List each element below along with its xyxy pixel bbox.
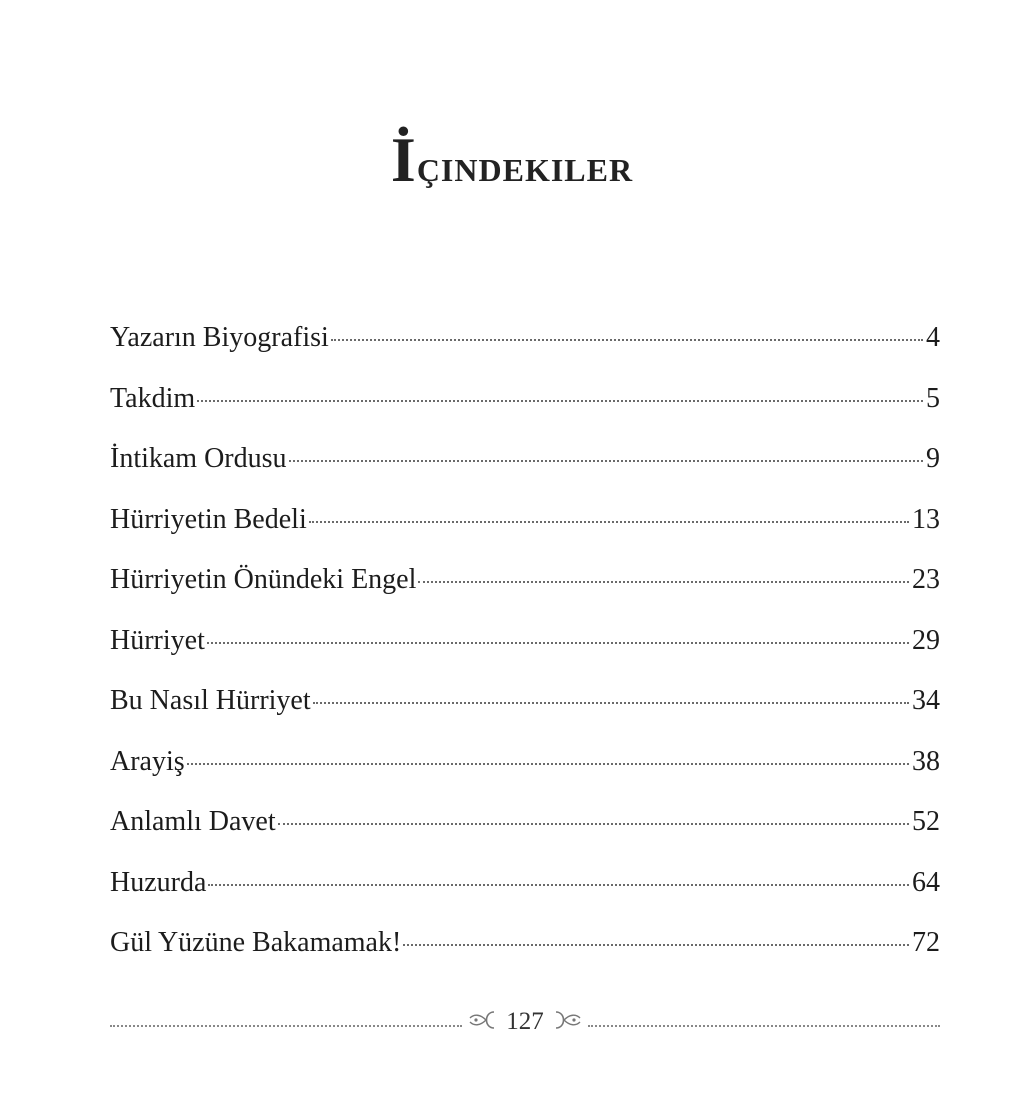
- toc-entry-title: Hürriyet: [110, 624, 205, 656]
- page-number: 127: [506, 1008, 544, 1035]
- toc-entry-page: 4: [926, 322, 940, 353]
- page-footer: [110, 1008, 940, 1036]
- dot-leader: [403, 944, 909, 946]
- toc-entry-title: Takdim: [110, 382, 196, 414]
- footer-rule-left: [110, 1025, 462, 1027]
- toc-entry-page: 52: [912, 806, 940, 837]
- toc-entry: [110, 625, 940, 686]
- toc-entry-title: Hürriyetin Önündeki Engel: [110, 564, 417, 595]
- title-initial: İ: [390, 123, 417, 195]
- toc-entry-page: 5: [926, 382, 940, 414]
- ornament-right-icon: [554, 1008, 584, 1036]
- toc-entry-title: Yazarın Biyografisi: [110, 322, 329, 353]
- toc-entry-page: 29: [912, 624, 940, 656]
- toc-entry-title: Anlamlı Davet: [110, 806, 276, 837]
- dot-leader: [197, 400, 923, 402]
- dot-leader: [289, 460, 923, 462]
- dot-leader: [207, 642, 909, 644]
- ornament-left-icon: [466, 1008, 496, 1036]
- table-of-contents: [110, 322, 940, 988]
- toc-entry: [110, 927, 940, 988]
- toc-entry-page: 23: [912, 564, 940, 595]
- footer-rule-right: [588, 1025, 940, 1027]
- toc-entry: [110, 685, 940, 746]
- dot-leader: [187, 763, 909, 765]
- page-title: [0, 123, 1024, 197]
- dot-leader: [208, 884, 909, 886]
- toc-entry: [110, 443, 940, 504]
- dot-leader: [331, 339, 923, 341]
- toc-entry: [110, 322, 940, 383]
- toc-entry: [110, 806, 940, 867]
- toc-entry: [110, 746, 940, 807]
- toc-entry: [110, 564, 940, 625]
- toc-entry: [110, 867, 940, 928]
- toc-entry-title: Bu Nasıl Hürriyet: [110, 685, 311, 716]
- dot-leader: [309, 521, 909, 523]
- toc-entry-page: 13: [912, 503, 940, 535]
- toc-entry: [110, 504, 940, 565]
- toc-entry-page: 72: [912, 927, 940, 958]
- toc-entry-title: Arayiş: [110, 745, 185, 777]
- toc-entry: [110, 383, 940, 444]
- dot-leader: [313, 702, 909, 704]
- toc-entry-title: İntikam Ordusu: [110, 443, 287, 474]
- toc-entry-title: Huzurda: [110, 866, 207, 898]
- toc-entry-page: 38: [912, 745, 940, 777]
- toc-entry-title: Gül Yüzüne Bakamamak!: [110, 927, 402, 958]
- dot-leader: [278, 823, 909, 825]
- title-rest: çindekiler: [416, 139, 634, 191]
- toc-entry-page: 9: [926, 443, 940, 474]
- toc-entry-page: 64: [912, 866, 940, 898]
- dot-leader: [418, 581, 909, 583]
- toc-entry-page: 34: [912, 685, 940, 716]
- toc-entry-title: Hürriyetin Bedeli: [110, 503, 307, 535]
